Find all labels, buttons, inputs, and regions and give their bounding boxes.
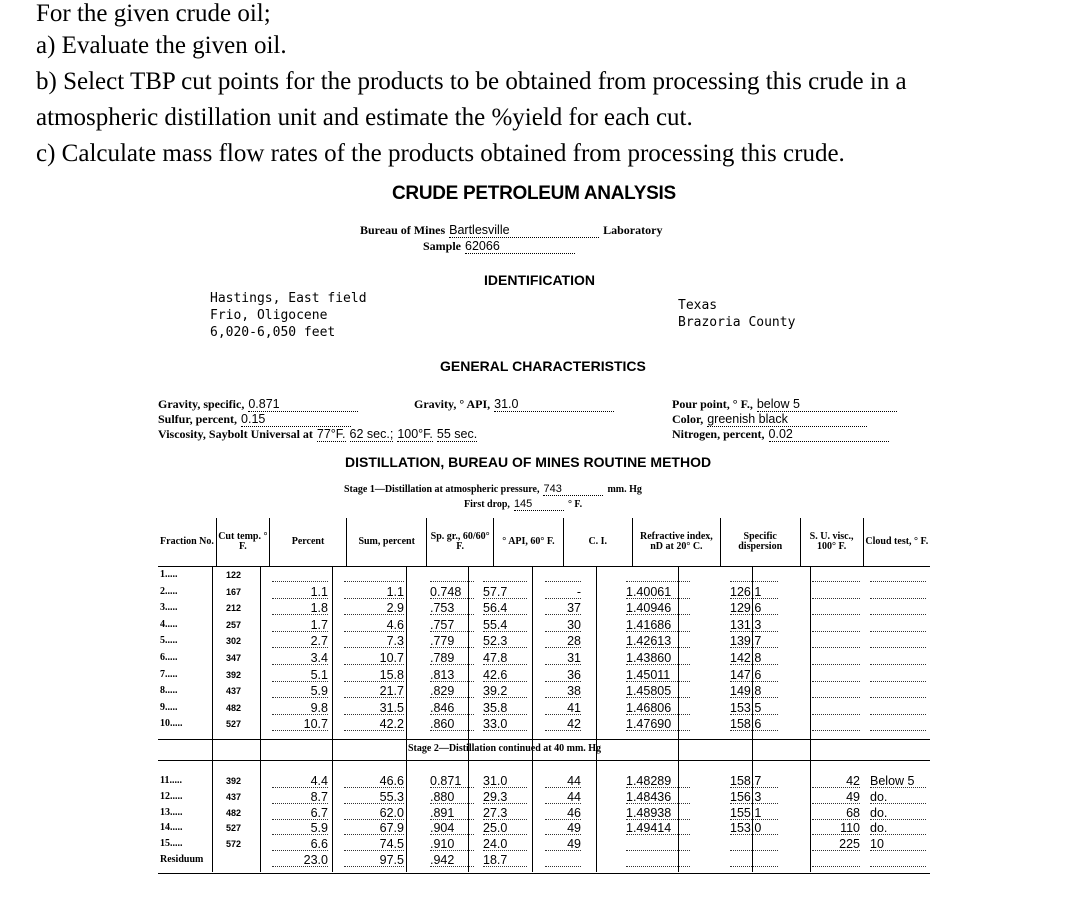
header-fraction-no: Fraction No. <box>160 536 214 547</box>
fraction-leader-dots: ..... <box>165 602 178 613</box>
header-su-visc: S. U. visc., 100° F. <box>809 531 854 552</box>
visc-cell <box>812 701 860 715</box>
laboratory-label: Laboratory <box>603 223 663 237</box>
sum-cell <box>344 568 404 582</box>
column-rule <box>212 566 213 872</box>
spgr-cell: .942 <box>430 853 474 867</box>
nitrogen-label: Nitrogen, percent, <box>672 427 765 441</box>
percent-cell: 5.9 <box>272 684 328 698</box>
spgr-cell: .789 <box>430 651 474 665</box>
sum-cell: 46.6 <box>344 774 404 788</box>
percent-cell: 3.4 <box>272 651 328 665</box>
viscosity-row <box>158 425 477 443</box>
spgr-cell: .813 <box>430 668 474 682</box>
first-drop-line <box>464 494 582 512</box>
identification-left <box>210 290 367 341</box>
percent-cell: 4.4 <box>272 774 328 788</box>
fraction-number <box>160 586 178 597</box>
ci-cell: - <box>545 585 581 599</box>
nitrogen-value: 0.02 <box>769 427 889 442</box>
percent-cell: 6.6 <box>272 837 328 851</box>
api-cell: 57.7 <box>483 585 527 599</box>
pour-point-label: Pour point, ° F., <box>672 397 753 411</box>
cut-temp-cell: 437 <box>226 792 242 802</box>
stage1-label: Stage 1—Distillation at atmospheric pressure, <box>344 484 540 495</box>
visc-cell: 225 <box>812 837 860 851</box>
ci-cell: 38 <box>545 684 581 698</box>
header-percent: Percent <box>291 536 325 547</box>
sum-cell: 31.5 <box>344 701 404 715</box>
spgr-cell: .910 <box>430 837 474 851</box>
gravity-api-value: 31.0 <box>494 397 614 412</box>
ri-cell: 1.42613 <box>626 634 690 648</box>
percent-cell <box>272 568 328 582</box>
fraction-number-value: 6 <box>160 652 165 663</box>
sulfur-label: Sulfur, percent, <box>158 412 238 426</box>
sd-cell: 158.7 <box>730 774 778 788</box>
ri-cell: 1.40946 <box>626 601 690 615</box>
sum-cell: 7.3 <box>344 634 404 648</box>
fraction-leader-dots: ..... <box>170 822 183 833</box>
fraction-number-value: 3 <box>160 602 165 613</box>
fraction-leader-dots: ..... <box>165 569 178 580</box>
fraction-number-value: 11 <box>160 775 170 786</box>
ci-cell: 49 <box>545 837 581 851</box>
spgr-cell: .860 <box>430 717 474 731</box>
table-header <box>158 518 930 566</box>
first-drop-label: First drop, <box>464 499 510 510</box>
api-cell: 27.3 <box>483 806 527 820</box>
fraction-number <box>160 838 183 849</box>
api-cell: 18.7 <box>483 853 527 867</box>
cut-temp-cell: 527 <box>226 719 242 729</box>
ri-cell <box>626 568 690 582</box>
column-rule <box>260 566 261 872</box>
gravity-specific-label: Gravity, specific, <box>158 397 245 411</box>
identification-heading: IDENTIFICATION <box>484 272 595 288</box>
visc-cell <box>812 651 860 665</box>
api-cell: 25.0 <box>483 821 527 835</box>
general-heading: GENERAL CHARACTERISTICS <box>440 358 646 374</box>
fraction-number <box>160 685 178 696</box>
sd-cell: 139.7 <box>730 634 778 648</box>
header-cut-temp: Cut temp. ° F. <box>218 531 268 552</box>
nitrogen-row <box>672 425 889 443</box>
sulfur-value: 0.15 <box>241 412 351 427</box>
id-depth: 6,020-6,050 feet <box>210 325 336 340</box>
ci-cell: 37 <box>545 601 581 615</box>
ri-cell: 1.43860 <box>626 651 690 665</box>
fraction-number-value: 9 <box>160 702 165 713</box>
id-state: Texas <box>678 298 718 313</box>
spgr-cell: .829 <box>430 684 474 698</box>
cloud-cell <box>870 651 926 665</box>
api-cell: 31.0 <box>483 774 527 788</box>
ci-cell: 36 <box>545 668 581 682</box>
report-title: CRUDE PETROLEUM ANALYSIS <box>392 183 676 204</box>
fraction-number <box>160 569 178 580</box>
visc-cell <box>812 601 860 615</box>
fraction-leader-dots: ..... <box>165 702 178 713</box>
fraction-number <box>160 822 183 833</box>
percent-cell: 2.7 <box>272 634 328 648</box>
viscosity-label: Viscosity, Saybolt Universal at <box>158 427 313 441</box>
distillation-heading: DISTILLATION, BUREAU OF MINES ROUTINE METHOD <box>345 454 712 470</box>
sd-cell: 156.3 <box>730 790 778 804</box>
fraction-leader-dots: ..... <box>170 718 183 729</box>
api-cell: 24.0 <box>483 837 527 851</box>
sd-cell <box>730 853 778 867</box>
sd-cell: 129.6 <box>730 601 778 615</box>
spgr-cell: 0.871 <box>430 774 474 788</box>
header-cloud-test: Cloud test, ° F. <box>865 536 929 547</box>
fraction-number <box>160 602 178 613</box>
header-sp-gr: Sp. gr., 60/60° F. <box>430 531 490 552</box>
ci-cell <box>545 568 581 582</box>
sd-cell <box>730 837 778 851</box>
bureau-name: Bartlesville <box>449 223 599 238</box>
cut-temp-cell: 527 <box>226 823 242 833</box>
ri-cell: 1.41686 <box>626 618 690 632</box>
sum-cell: 4.6 <box>344 618 404 632</box>
fraction-leader-dots: ..... <box>165 685 178 696</box>
ri-cell: 1.46806 <box>626 701 690 715</box>
sample-number: 62066 <box>465 239 575 254</box>
id-formation: Frio, Oligocene <box>210 308 328 323</box>
ci-cell: 42 <box>545 717 581 731</box>
cut-temp-cell: 392 <box>226 776 242 786</box>
first-drop-value: 145 <box>514 498 564 511</box>
ci-cell: 44 <box>545 790 581 804</box>
api-cell: 55.4 <box>483 618 527 632</box>
ci-cell: 41 <box>545 701 581 715</box>
viscosity-temp-1: 77°F. <box>316 427 346 441</box>
fraction-number-value: 8 <box>160 685 165 696</box>
question-b-line1: b) Select TBP cut points for the products to be obtained from processing this crude in a <box>36 68 907 95</box>
fraction-leader-dots: ..... <box>165 619 178 630</box>
spgr-cell: .753 <box>430 601 474 615</box>
fraction-number-value: Residuum <box>160 854 204 865</box>
sum-cell: 62.0 <box>344 806 404 820</box>
ri-cell: 1.40061 <box>626 585 690 599</box>
cloud-cell: Below 5 <box>870 774 926 788</box>
viscosity-value-2: 55 sec. <box>436 427 478 441</box>
percent-cell: 9.8 <box>272 701 328 715</box>
api-cell: 29.3 <box>483 790 527 804</box>
sd-cell: 153.5 <box>730 701 778 715</box>
stage2-divider <box>158 739 930 761</box>
cut-temp-cell: 572 <box>226 839 242 849</box>
id-county: Brazoria County <box>678 315 796 330</box>
column-rule <box>406 566 407 872</box>
percent-cell: 5.9 <box>272 821 328 835</box>
visc-cell <box>812 568 860 582</box>
cloud-cell <box>870 568 926 582</box>
question-a: a) Evaluate the given oil. <box>36 32 287 59</box>
color-label: Color, <box>672 412 704 426</box>
api-cell: 33.0 <box>483 717 527 731</box>
fraction-number <box>160 807 183 818</box>
ci-cell: 31 <box>545 651 581 665</box>
fraction-number-value: 4 <box>160 619 165 630</box>
fraction-number <box>160 635 178 646</box>
fraction-number <box>160 619 178 630</box>
api-cell: 39.2 <box>483 684 527 698</box>
api-cell <box>483 568 527 582</box>
viscosity-temp-2: 100°F. <box>397 427 433 441</box>
cut-temp-cell: 302 <box>226 636 242 646</box>
identification-right <box>678 297 795 331</box>
spgr-cell: .904 <box>430 821 474 835</box>
ri-cell <box>626 837 690 851</box>
sum-cell: 67.9 <box>344 821 404 835</box>
id-field: Hastings, East field <box>210 291 367 306</box>
column-rule <box>810 566 811 872</box>
bureau-prefix: Bureau of Mines <box>360 223 446 237</box>
api-cell: 47.8 <box>483 651 527 665</box>
sd-cell <box>730 568 778 582</box>
api-cell: 42.6 <box>483 668 527 682</box>
ri-cell: 1.45011 <box>626 668 690 682</box>
ci-cell: 49 <box>545 821 581 835</box>
fraction-number-value: 10 <box>160 718 170 729</box>
column-rule <box>596 566 597 872</box>
question-c: c) Calculate mass flow rates of the products obtained from processing this crude. <box>36 140 845 167</box>
fraction-number-value: 12 <box>160 791 170 802</box>
sample-label: Sample <box>423 239 462 253</box>
fraction-number <box>160 854 203 865</box>
api-cell: 52.3 <box>483 634 527 648</box>
fraction-number-value: 5 <box>160 635 165 646</box>
cloud-cell <box>870 701 926 715</box>
cut-temp-cell: 347 <box>226 653 242 663</box>
cut-temp-cell: 482 <box>226 703 242 713</box>
header-specific-dispersion: Specific dispersion <box>738 531 783 552</box>
cut-temp-cell: 437 <box>226 686 242 696</box>
color-value: greenish black <box>707 412 867 427</box>
stage2-label: Stage 2—Distillation continued at 40 mm. Hg <box>408 743 602 754</box>
spgr-cell: 0.748 <box>430 585 474 599</box>
ri-cell: 1.48436 <box>626 790 690 804</box>
ri-cell: 1.47690 <box>626 717 690 731</box>
cloud-cell <box>870 717 926 731</box>
sum-cell: 10.7 <box>344 651 404 665</box>
fraction-number <box>160 718 183 729</box>
sum-cell: 55.3 <box>344 790 404 804</box>
sum-cell: 74.5 <box>344 837 404 851</box>
question-intro: For the given crude oil; <box>36 0 271 27</box>
sd-cell: 142.8 <box>730 651 778 665</box>
fraction-leader-dots: ..... <box>170 791 183 802</box>
stage1-unit: mm. Hg <box>607 484 642 495</box>
fraction-leader-dots: ..... <box>165 652 178 663</box>
cloud-cell: 10 <box>870 837 926 851</box>
sd-cell: 153.0 <box>730 821 778 835</box>
header-sum-percent: Sum, percent <box>358 536 415 547</box>
ci-cell: 30 <box>545 618 581 632</box>
fraction-leader-dots: ..... <box>169 775 182 786</box>
spgr-cell: .880 <box>430 790 474 804</box>
fraction-number-value: 15 <box>160 838 170 849</box>
cloud-cell: do. <box>870 806 926 820</box>
fraction-number <box>160 702 178 713</box>
viscosity-value-1: 62 sec.; <box>349 427 394 441</box>
cut-temp-cell: 122 <box>226 570 242 580</box>
gravity-specific-value: 0.871 <box>248 397 358 412</box>
fraction-number <box>160 669 178 680</box>
sum-cell: 2.9 <box>344 601 404 615</box>
fraction-number <box>160 652 178 663</box>
ri-cell: 1.48289 <box>626 774 690 788</box>
gravity-api-row <box>414 395 614 413</box>
ci-cell: 44 <box>545 774 581 788</box>
cloud-cell <box>870 618 926 632</box>
fraction-number-value: 14 <box>160 822 170 833</box>
header-ci: C. I. <box>588 536 608 547</box>
visc-cell <box>812 717 860 731</box>
cloud-cell <box>870 853 926 867</box>
visc-cell: 42 <box>812 774 860 788</box>
cut-temp-cell: 167 <box>226 587 242 597</box>
first-drop-unit: ° F. <box>567 499 583 510</box>
sum-cell: 21.7 <box>344 684 404 698</box>
percent-cell: 1.8 <box>272 601 328 615</box>
visc-cell: 110 <box>812 821 860 835</box>
spgr-cell: .779 <box>430 634 474 648</box>
sum-cell: 97.5 <box>344 853 404 867</box>
cloud-cell <box>870 668 926 682</box>
fraction-number-value: 2 <box>160 586 165 597</box>
gravity-api-label: Gravity, ° API, <box>414 397 491 411</box>
ri-cell: 1.49414 <box>626 821 690 835</box>
pour-point-value: below 5 <box>757 397 897 412</box>
ri-cell: 1.45805 <box>626 684 690 698</box>
stage1-pressure: 743 <box>543 483 603 496</box>
fraction-number-value: 7 <box>160 669 165 680</box>
visc-cell <box>812 618 860 632</box>
sum-cell: 42.2 <box>344 717 404 731</box>
spgr-cell: .891 <box>430 806 474 820</box>
visc-cell: 49 <box>812 790 860 804</box>
column-rule <box>532 566 533 872</box>
header-api: ° API, 60° F. <box>502 536 555 547</box>
cloud-cell: do. <box>870 790 926 804</box>
percent-cell: 5.1 <box>272 668 328 682</box>
spgr-cell: .846 <box>430 701 474 715</box>
fraction-leader-dots: ..... <box>170 838 183 849</box>
cloud-cell <box>870 601 926 615</box>
percent-cell: 10.7 <box>272 717 328 731</box>
cloud-cell <box>870 585 926 599</box>
percent-cell: 1.7 <box>272 618 328 632</box>
cut-temp-cell: 392 <box>226 670 242 680</box>
percent-cell: 1.1 <box>272 585 328 599</box>
cloud-cell: do. <box>870 821 926 835</box>
cloud-cell <box>870 634 926 648</box>
ci-cell: 46 <box>545 806 581 820</box>
percent-cell: 6.7 <box>272 806 328 820</box>
ri-cell: 1.48938 <box>626 806 690 820</box>
header-refractive-index: Refractive index, nD at 20° C. <box>640 531 713 552</box>
cut-temp-cell: 212 <box>226 603 242 613</box>
sd-cell: 149.8 <box>730 684 778 698</box>
visc-cell <box>812 585 860 599</box>
sd-cell: 131.3 <box>730 618 778 632</box>
sd-cell: 158.6 <box>730 717 778 731</box>
ci-cell <box>545 853 581 867</box>
visc-cell <box>812 684 860 698</box>
percent-cell: 8.7 <box>272 790 328 804</box>
cut-temp-cell: 482 <box>226 808 242 818</box>
ri-cell <box>626 853 690 867</box>
fraction-number <box>160 791 183 802</box>
sd-cell: 126.1 <box>730 585 778 599</box>
question-b-line2: atmospheric distillation unit and estimate the %yield for each cut. <box>36 104 693 131</box>
visc-cell <box>812 668 860 682</box>
sum-cell: 15.8 <box>344 668 404 682</box>
visc-cell <box>812 853 860 867</box>
cut-temp-cell: 257 <box>226 620 242 630</box>
column-rule <box>332 566 333 872</box>
spgr-cell <box>430 568 474 582</box>
ci-cell: 28 <box>545 634 581 648</box>
sd-cell: 155.1 <box>730 806 778 820</box>
visc-cell: 68 <box>812 806 860 820</box>
sd-cell: 147.6 <box>730 668 778 682</box>
sample-line <box>423 237 575 255</box>
visc-cell <box>812 634 860 648</box>
spgr-cell: .757 <box>430 618 474 632</box>
percent-cell: 23.0 <box>272 853 328 867</box>
fraction-number-value: 1 <box>160 569 165 580</box>
fraction-leader-dots: ..... <box>165 635 178 646</box>
fraction-leader-dots: ..... <box>170 807 183 818</box>
api-cell: 35.8 <box>483 701 527 715</box>
fraction-leader-dots: ..... <box>165 669 178 680</box>
sum-cell: 1.1 <box>344 585 404 599</box>
cloud-cell <box>870 684 926 698</box>
fraction-number <box>160 775 182 786</box>
fraction-number-value: 13 <box>160 807 170 818</box>
api-cell: 56.4 <box>483 601 527 615</box>
fraction-leader-dots: ..... <box>165 586 178 597</box>
